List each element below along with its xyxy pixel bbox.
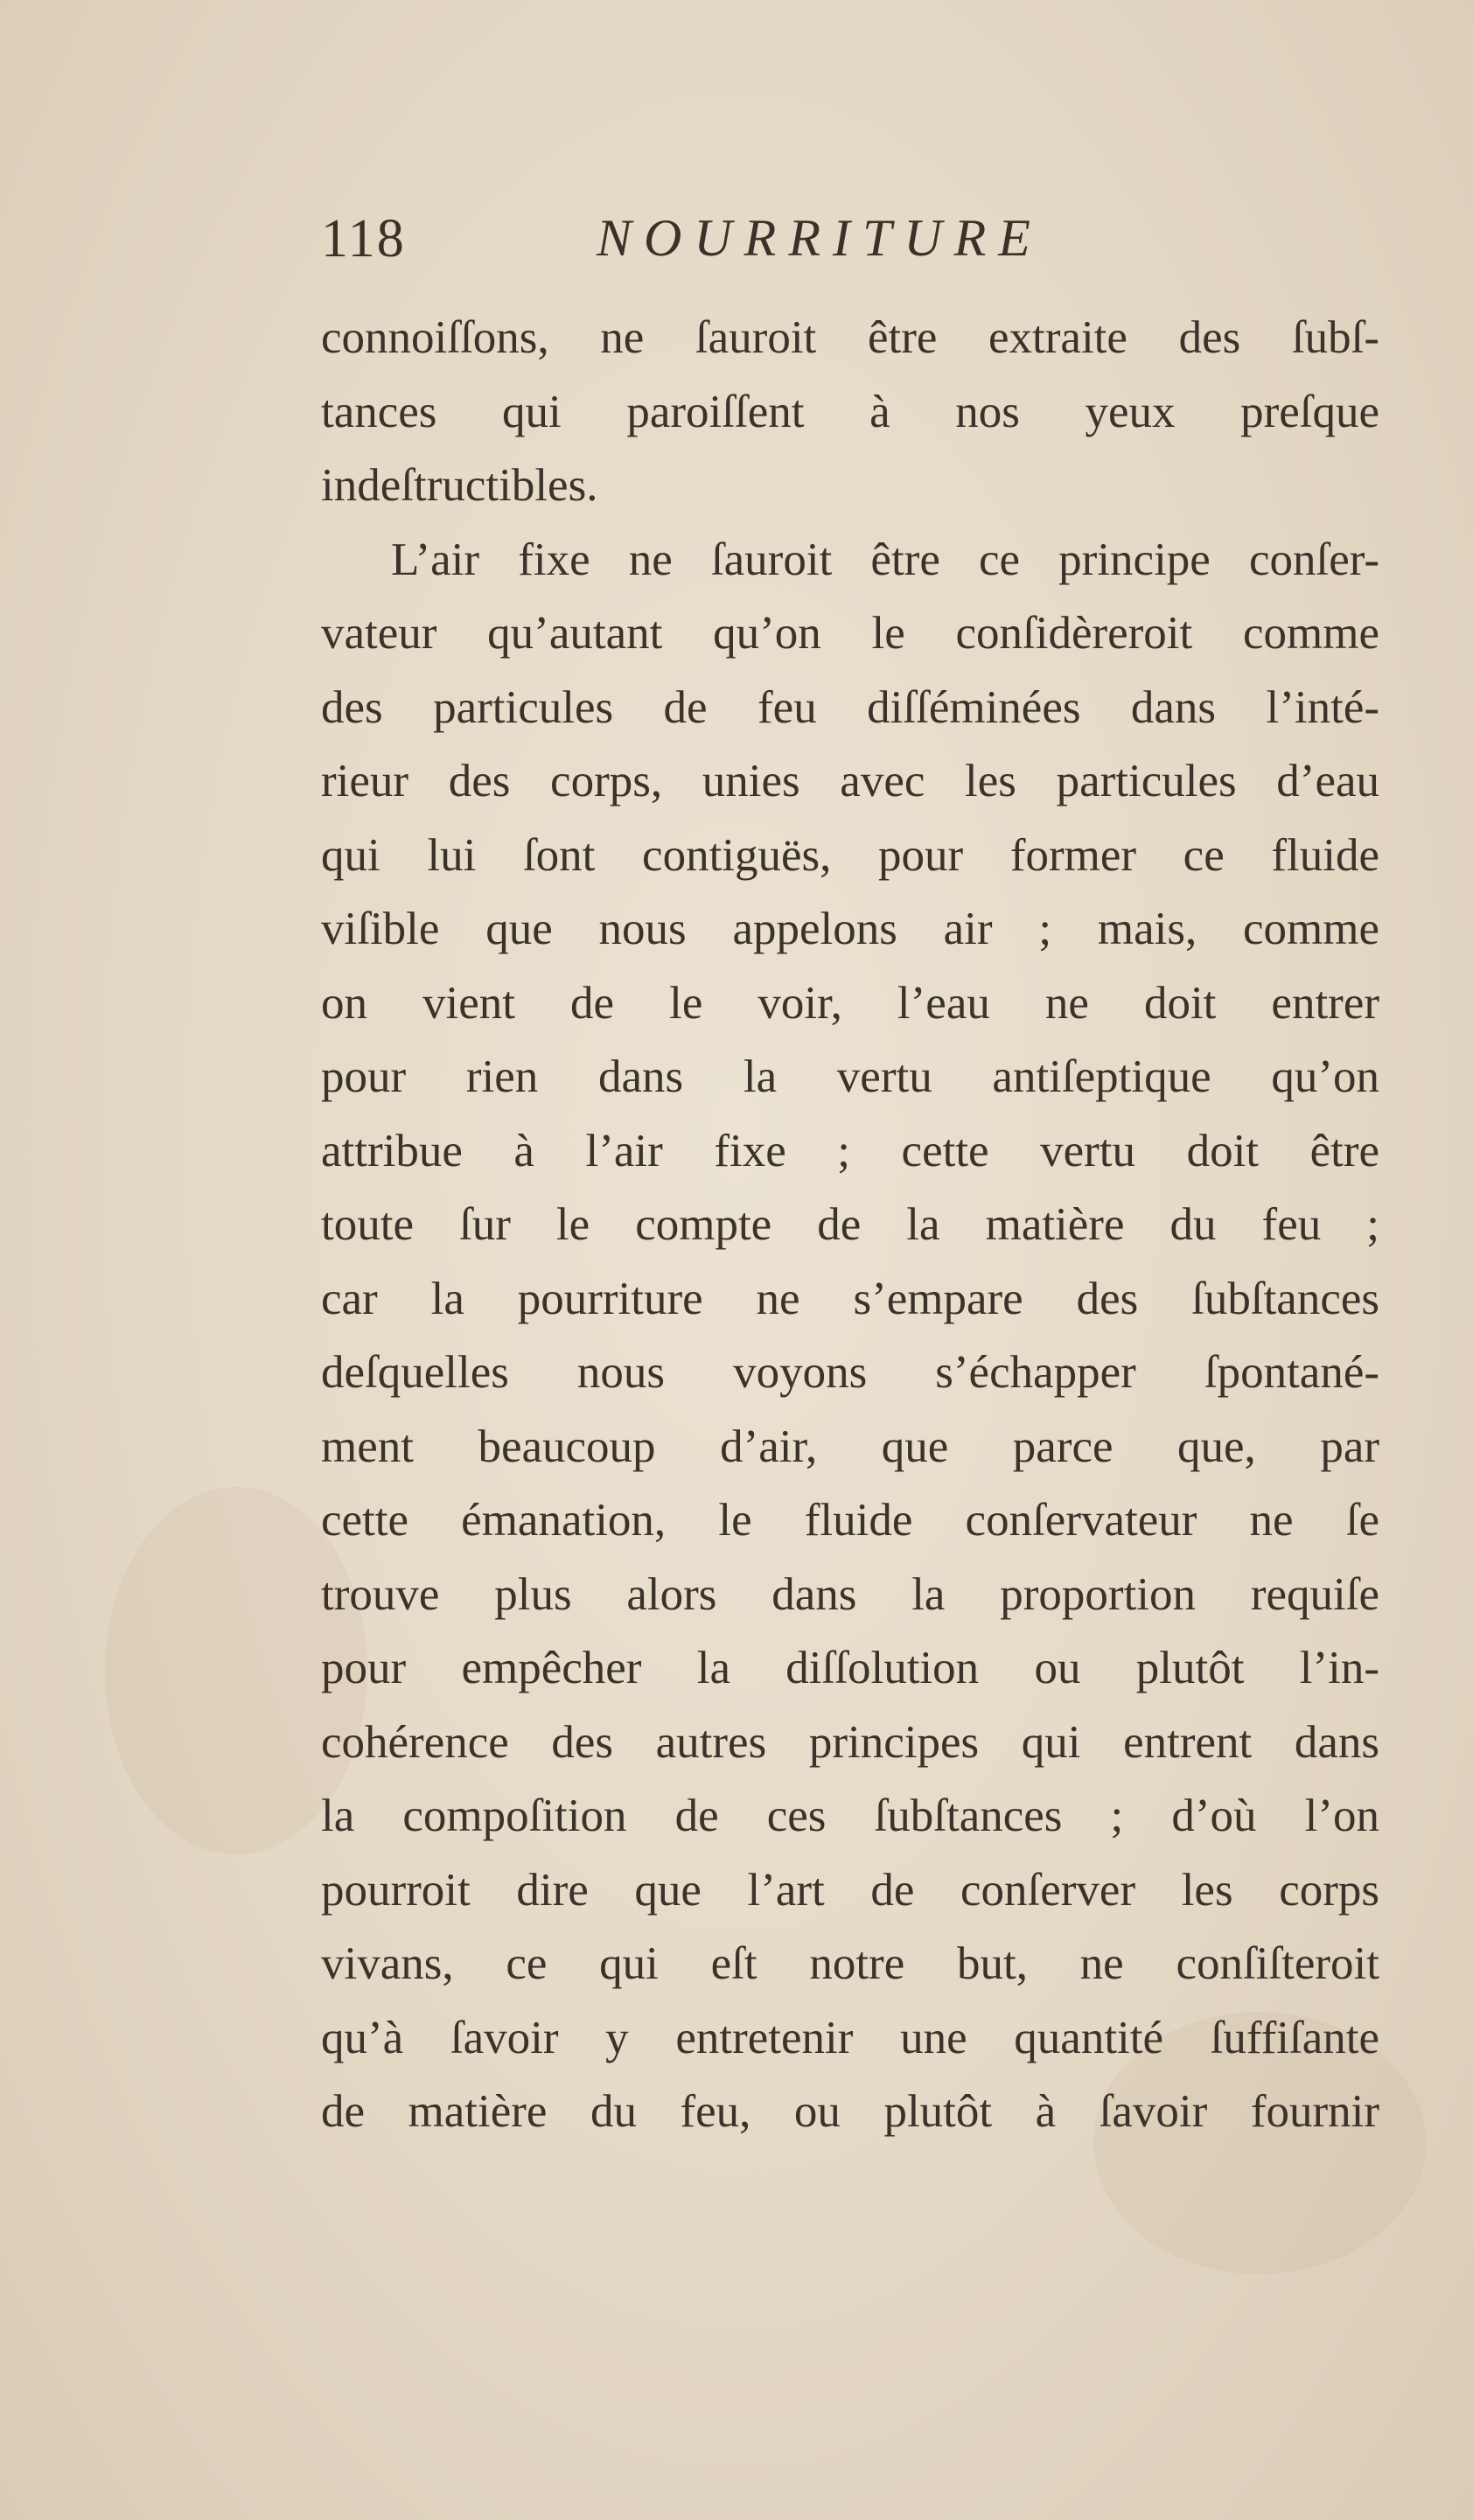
text-line: qu’à ſavoir y entretenir une quantité ſuffiſante <box>321 2012 1379 2063</box>
text-line: toute ſur le compte de la matière du feu ; <box>321 1199 1379 1250</box>
body-text <box>321 301 1379 2149</box>
text-line: ment beaucoup d’air, que parce que, par <box>321 1421 1379 1472</box>
running-head: NOURRITURE <box>597 209 1043 267</box>
text-line: cette émanation, le fluide conſervateur ne ſe <box>321 1495 1379 1546</box>
text-line: des particules de feu diſſéminées dans l’inté- <box>321 681 1379 733</box>
text-line: L’air fixe ne ſauroit être ce principe conſer- <box>391 534 1379 585</box>
page-number: 118 <box>321 209 406 269</box>
text-line: cohérence des autres principes qui entrent dans <box>321 1716 1379 1768</box>
text-line: rieur des corps, unies avec les particules d’eau <box>321 756 1379 806</box>
text-line: la compoſition de ces ſubſtances ; d’où l’on <box>321 1791 1379 1841</box>
text-line: vateur qu’autant qu’on le conſidèreroit comme <box>321 608 1379 659</box>
text-line: connoiſſons, ne ſauroit être extraite des ſubſ- <box>321 312 1379 363</box>
text-line: de matière du feu, ou plutôt à ſavoir fournir <box>321 2086 1379 2137</box>
text-line: deſquelles nous voyons s’échapper ſpontané- <box>321 1347 1379 1398</box>
text-line: qui lui ſont contiguës, pour former ce fluide <box>321 829 1379 881</box>
text-line: pourroit dire que l’art de conſerver les corps <box>321 1864 1379 1916</box>
text-line: on vient de le voir, l’eau ne doit entrer <box>321 977 1379 1029</box>
text-line: viſible que nous appelons air ; mais, comme <box>321 904 1379 954</box>
text-line: attribue à l’air fixe ; cette vertu doit être <box>321 1125 1379 1176</box>
text-line: vivans, ce qui eſt notre but, ne conſiſteroit <box>321 1938 1379 1989</box>
text-line: car la pourriture ne s’empare des ſubſtances <box>321 1273 1379 1324</box>
text-line: pour rien dans la vertu antiſeptique qu’on <box>321 1051 1379 1102</box>
text-line: tances qui paroiſſent à nos yeux preſque <box>321 386 1379 437</box>
page-header <box>321 208 1196 278</box>
text-line: indeſtructibles. <box>321 460 598 511</box>
text-line: trouve plus alors dans la proportion requiſe <box>321 1568 1379 1620</box>
text-line: pour empêcher la diſſolution ou plutôt l’in- <box>321 1643 1379 1693</box>
